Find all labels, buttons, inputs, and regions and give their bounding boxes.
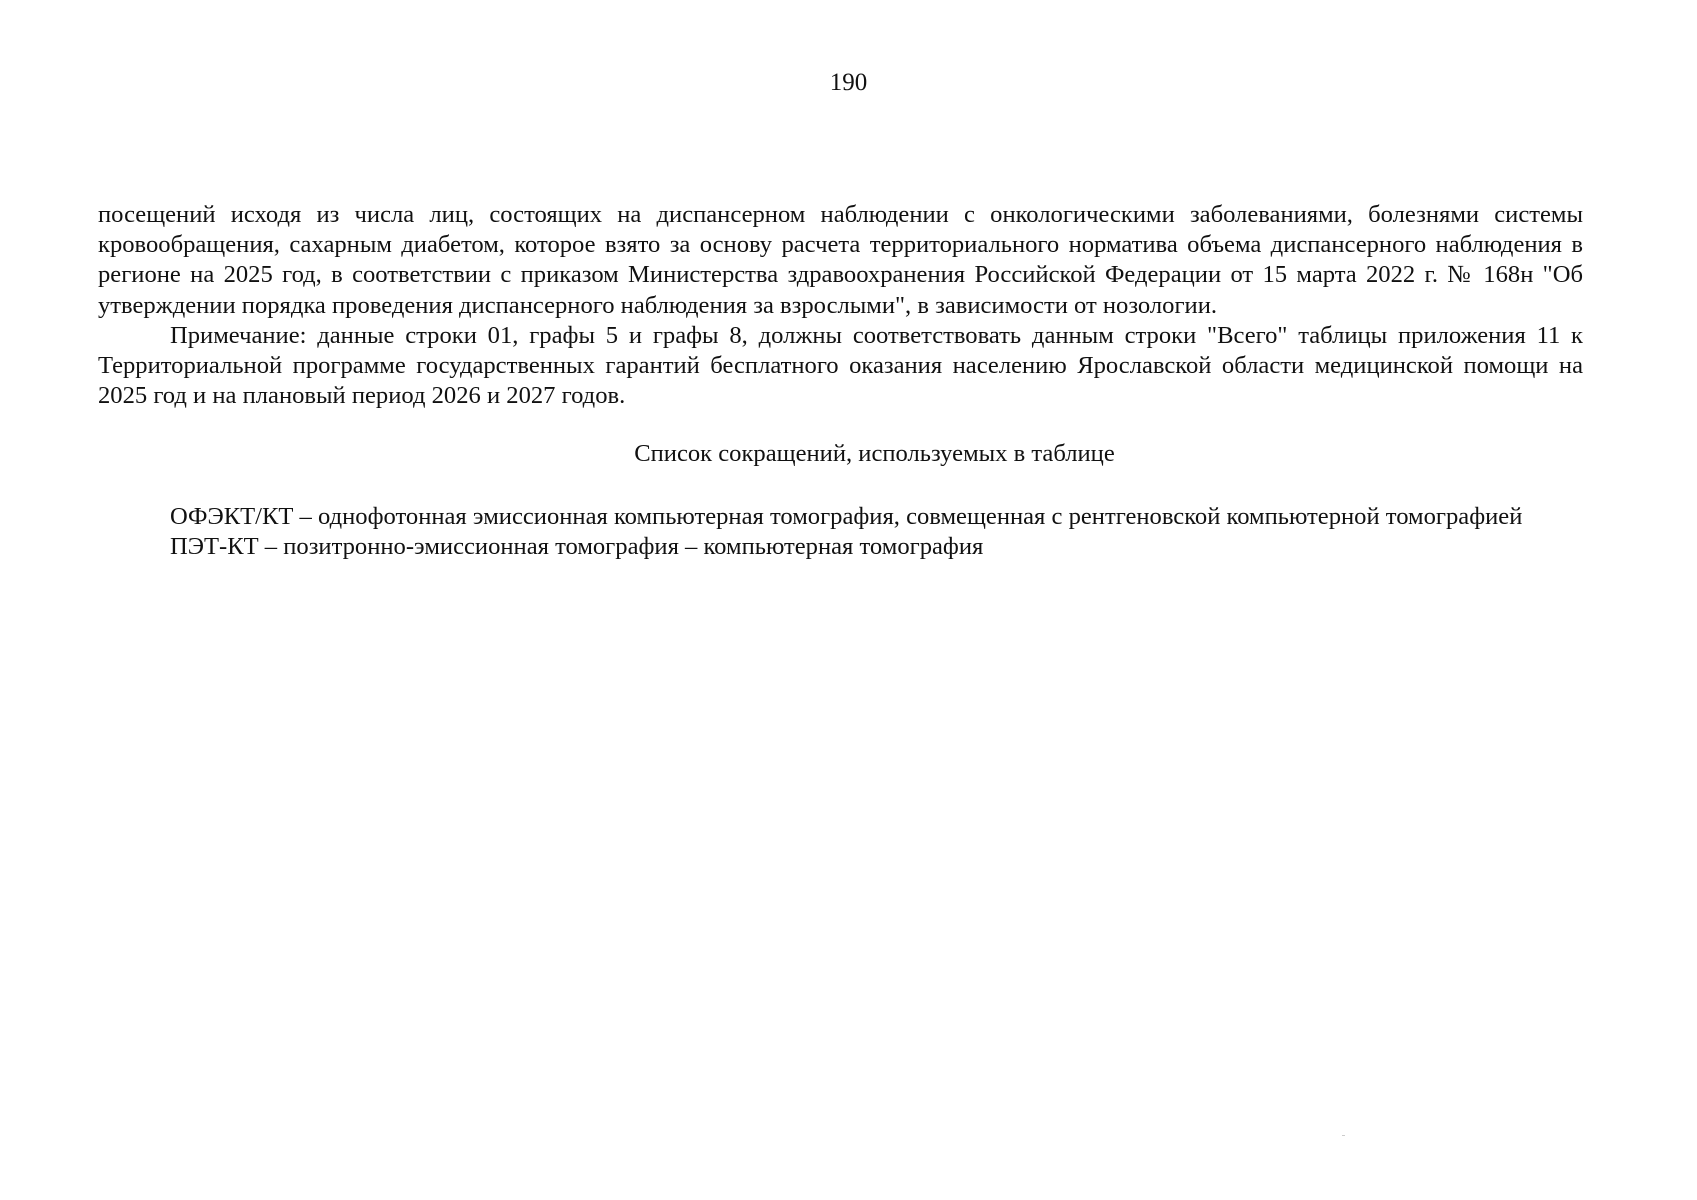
abbreviation-item: ОФЭКТ/КТ – однофотонная эмиссионная компьютерная томография, совмещенная с рентгеновской компьютерной томографией <box>170 502 1523 530</box>
abbreviations-heading: Список сокращений, используемых в таблице <box>634 440 1115 468</box>
abbreviation-item: ПЭТ-КТ – позитронно-эмиссионная томография – компьютерная томография <box>170 532 984 560</box>
document-body <box>98 200 1583 562</box>
page-number: 190 <box>829 69 868 96</box>
continuation-paragraph: посещений исходя из числа лиц, состоящих на диспансерном наблюдении с онкологическими заболеваниями, болезнями системы кровообращения, сахарным диабетом, которое взято за основу расчета территориального норматива объема диспансерного наблюдения в регионе на 2025 год, в соответствии с приказом Министерства здравоохранения Российской Федерации от 15 марта 2022 г. № 168н "Об утверждении порядка проведения диспансерного наблюдения за взрослыми", в зависимости от нозологии. <box>98 201 1583 319</box>
scan-speck <box>1342 1135 1345 1136</box>
note-paragraph: Примечание: данные строки 01, графы 5 и графы 8, должны соответствовать данным строки "Всего" таблицы приложения 11 к Территориальной программе государственных гарантий бесплатного оказания населению Ярославской области медицинской помощи на 2025 год и на плановый период 2026 и 2027 годов. <box>98 321 1583 410</box>
